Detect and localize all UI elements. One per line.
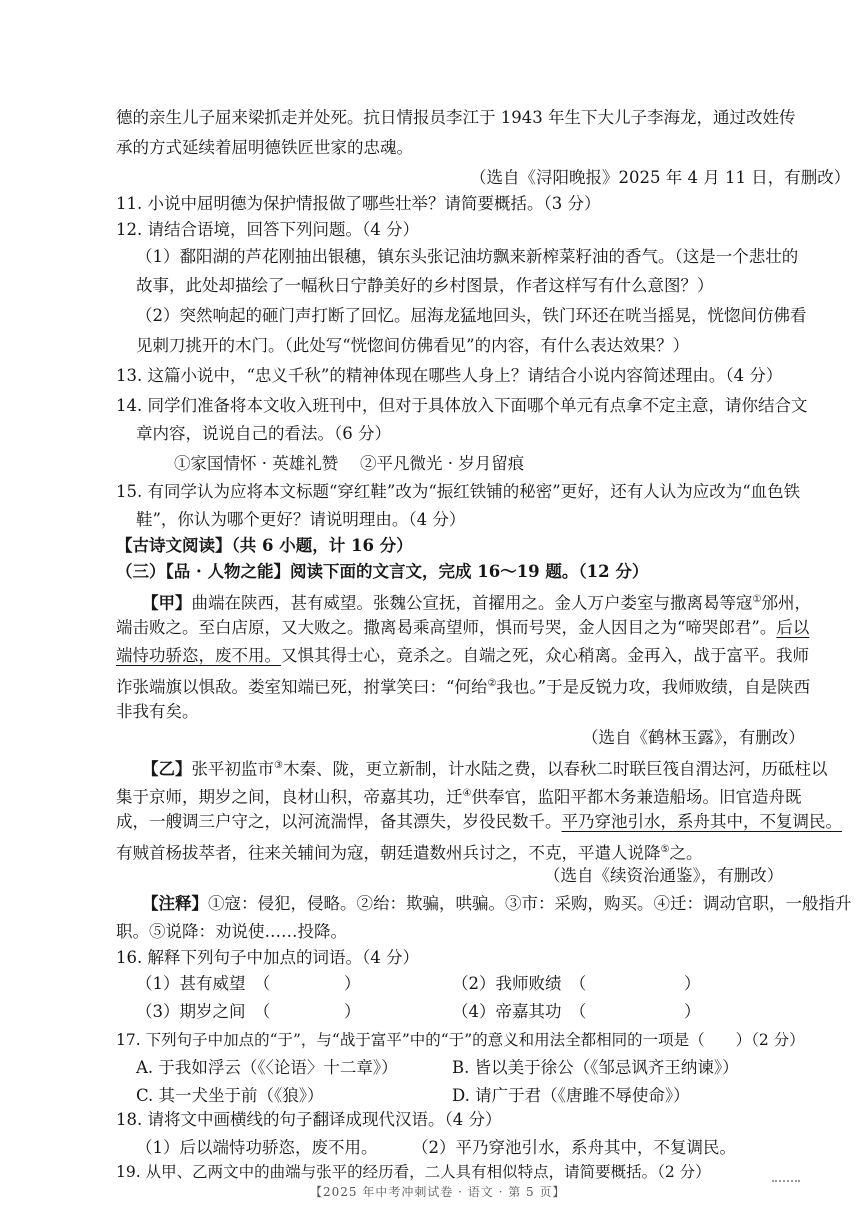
corner-mark: [772, 1180, 800, 1192]
question-17-option-a: A. 于我如浮云（《〈论语〉十二章》）: [136, 1058, 398, 1077]
passage-yi-line-1: [142, 752, 827, 784]
passage-jia-text-4b: 我也。”于是反锐力攻，我师败绩，自是陕西: [496, 677, 811, 697]
passage-jia-line-2: [116, 614, 809, 642]
question-15-line1: 15. 有同学认为应将本文标题“穿红鞋”改为“振红铁铺的秘密”更好，还有人认为应改为“血色铁: [116, 482, 801, 501]
passage-jia-underline-2: 端恃功骄恣，废不用。: [116, 646, 281, 665]
passage-yi-text-3: 成，一艘调三户守之，以河流湍悍，备其漂失，岁役民数千。: [116, 812, 562, 831]
note-ref-3: ③: [274, 760, 283, 771]
question-16-stem: 16. 解释下列句子中加点的词语。（4 分）: [116, 948, 419, 967]
passage-yi-text-4b: 之。: [669, 843, 703, 863]
question-13: 13. 这篇小说中，“忠义千秋”的精神体现在哪些人身上？请结合小说内容简述理由。（4 分）: [116, 366, 783, 385]
question-11: 11. 小说中屈明德为保护情报做了哪些壮举？请简要概括。（3 分）: [116, 194, 601, 213]
question-17-option-c: C. 其一犬坐于前（《狼》）: [136, 1086, 324, 1105]
note-ref-4: ④: [462, 788, 472, 799]
question-16-item-3: （3）期岁之间 （: [136, 1002, 271, 1021]
passage-jia-underline-1: 后以: [776, 618, 810, 637]
passage-jia-line-3: [116, 642, 809, 670]
question-12-stem: 12. 请结合语境，回答下列问题。（4 分）: [116, 220, 419, 239]
notes-text-1: ①寇：侵犯，侵略。②绐：欺骗，哄骗。③市：采购，购买。④迁：调动官职，一般指升: [208, 894, 852, 913]
passage-yi-text-1b: 木秦、陇，更立新制，计水陆之费，以春秋二时联巨筏自渭达河，历砥柱以: [282, 759, 828, 779]
passage-yi-text-4: 有贼首杨拔萃者，往来关辅间为寇，朝廷遣数州兵讨之，不克，平遣人说降: [116, 843, 661, 863]
question-18-sentence-1: （1）后以端恃功骄恣，废不用。: [136, 1138, 378, 1157]
question-16-item-2: （2）我师败绩 （: [452, 974, 587, 993]
question-16-item-1-close: ）: [344, 974, 361, 993]
question-14-line1: 14. 同学们准备将本文收入班刊中，但对于具体放入下面哪个单元有点拿不定主意，请你结合文: [116, 396, 808, 415]
passage-yi-underline: 平乃穿池引水，系舟其中，不复调民。: [561, 812, 842, 831]
passage-jia-line-5: 非我有矣。: [116, 702, 199, 721]
question-18-stem: 18. 请将文中画横线的句子翻译成现代汉语。（4 分）: [116, 1110, 502, 1129]
note-ref-2: ②: [487, 678, 497, 689]
passage-yi-line-3: [116, 808, 842, 836]
story-tail-line-2: 承的方式延续着屈明德铁匠世家的忠魂。: [116, 138, 413, 157]
question-17-option-b: B. 皆以美于徐公（《邹忌讽齐王纳谏》）: [452, 1058, 739, 1077]
passage-yi-line-2: [116, 780, 801, 812]
story-source: （选自《浔阳晚报》2025 年 4 月 11 日，有删改）: [470, 168, 851, 187]
question-14-line2: 章内容，说说自己的看法。（6 分）: [136, 424, 391, 443]
question-12-sub2-line2: 见刺刀挑开的木门。（此处写“恍惚间仿佛看见”的内容，有什么表达效果？）: [136, 336, 690, 355]
question-15-line2: 鞋”，你认为哪个更好？请说明理由。（4 分）: [136, 510, 466, 529]
passage-yi-source: （选自《续资治通鉴》，有删改）: [544, 866, 784, 885]
ancient-reading-header: 【古诗文阅读】（共 6 小题，计 16 分）: [116, 536, 413, 555]
notes-tag: 【注释】: [142, 894, 208, 913]
question-17-stem: 17. 下列句子中加点的“于”，与“战于富平”中的“于”的意义和用法全都相同的一项是（ ）（2 分）: [116, 1031, 805, 1049]
question-16-item-1: （1）甚有威望 （: [136, 974, 271, 993]
question-14-option-2: ②平凡微光 · 岁月留痕: [360, 454, 525, 473]
passage-jia-text-4: 诈张端旗以惧敌。娄室知端已死，拊掌笑曰：“何绐: [116, 677, 488, 697]
passage-yi-text-1: 张平初监市: [191, 759, 274, 779]
passage-jia-text-3: 又惧其得士心，竟杀之。自端之死，众心稍离。金再入，战于富平。我师: [281, 646, 809, 665]
question-12-sub1-line2: 故事，此处却描绘了一幅秋日宁静美好的乡村图景，作者这样写有什么意图？）: [136, 276, 714, 295]
passage-jia-line-1: [142, 586, 811, 618]
section-3-title: （三）【品 · 人物之能】阅读下面的文言文，完成 16～19 题。（12 分）: [116, 562, 649, 581]
notes-line-2: 职。⑤说降：劝说使……投降。: [116, 922, 347, 941]
question-17-option-d: D. 请广于君（《唐雎不辱使命》）: [452, 1086, 690, 1105]
notes-line-1: [142, 890, 852, 918]
story-tail-line-1: 德的亲生儿子屈来梁抓走并处死。抗日情报员李江于 1943 年生下大儿子李海龙，通过改姓传: [116, 108, 796, 127]
passage-yi-text-2b: 供奉官，监阳平都木务兼造船场。旧官造舟既: [471, 787, 802, 807]
question-16-item-4: （4）帝嘉其功 （: [452, 1002, 587, 1021]
page-footer: 【2025 年中考冲刺试卷 · 语文 · 第 5 页】: [310, 1185, 566, 1199]
question-16-item-4-close: ）: [684, 1002, 701, 1021]
question-19: 19. 从甲、乙两文中的曲端与张平的经历看，二人具有相似特点，请简要概括。（2 分）: [116, 1163, 711, 1181]
question-18-sentence-2: （2）平乃穿池引水，系舟其中，不复调民。: [412, 1138, 736, 1157]
question-16-item-2-close: ）: [684, 974, 701, 993]
note-ref-1: ①: [752, 594, 762, 605]
passage-jia-text-1b: 邠州，: [761, 593, 811, 613]
question-12-sub1-line1: （1）鄱阳湖的芦花刚抽出银穗，镇东头张记油坊飘来新榨菜籽油的香气。（这是一个悲壮的: [136, 247, 799, 266]
question-16-item-3-close: ）: [344, 1002, 361, 1021]
question-14-option-1: ①家国情怀 · 英雄礼赞: [174, 454, 339, 473]
passage-yi-text-2: 集于京师，期岁之间，良材山积，帝嘉其功，迁: [116, 787, 463, 807]
question-12-sub2-line1: （2）突然响起的砸门声打断了回忆。屈海龙猛地回头，铁门环还在咣当摇晃，恍惚间仿佛看: [136, 306, 807, 325]
passage-jia-source: （选自《鹤林玉露》，有删改）: [582, 728, 805, 747]
note-ref-5: ⑤: [660, 844, 670, 855]
passage-jia-text-2: 端击败之。至白店原，又大败之。撒离曷乘高望师，惧而号哭，金人因目之为“啼哭郎君”。: [116, 618, 777, 637]
passage-jia-line-4: [116, 670, 810, 702]
passage-jia-text-1: 曲端在陕西，甚有威望。张魏公宣抚，首擢用之。金人万户娄室与撒离曷等寇: [191, 593, 753, 613]
passage-yi-tag: 【乙】: [142, 759, 192, 779]
passage-jia-tag: 【甲】: [142, 593, 192, 613]
